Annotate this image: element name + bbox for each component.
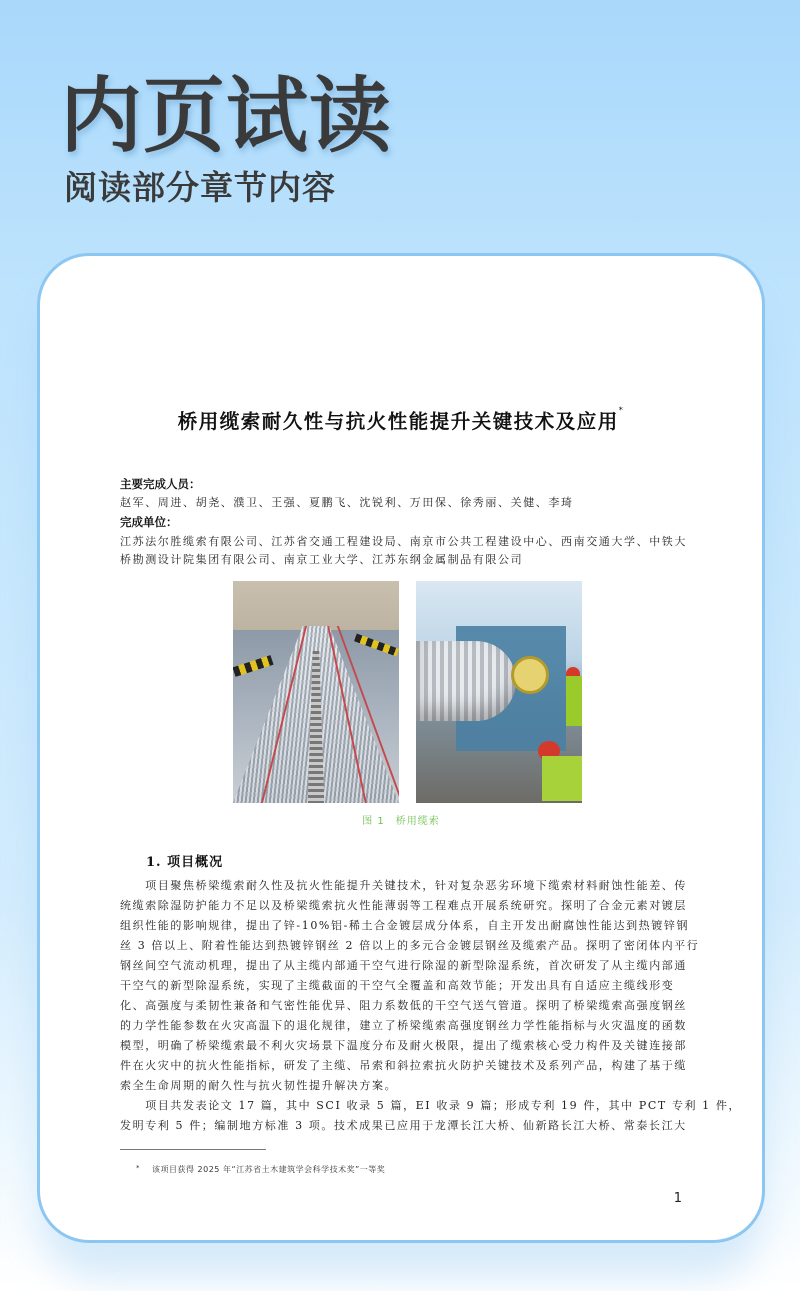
body-line: 索全生命周期的耐久性与抗火韧性提升解决方案。 bbox=[120, 1079, 398, 1092]
document-title-text: 桥用缆索耐久性与抗火性能提升关键技术及应用 bbox=[177, 410, 619, 433]
footnote bbox=[136, 1164, 385, 1175]
wrapped-cable-graphic bbox=[416, 641, 516, 721]
worker-graphic bbox=[566, 676, 582, 726]
figure-photo-cables bbox=[233, 581, 399, 803]
body-line: 项目聚焦桥梁缆索耐久性及抗火性能提升关键技术，针对复杂恶劣环境下缆索材料耐蚀性能差、传 bbox=[120, 879, 687, 892]
body-line: 干空气的新型除湿系统，实现了主缆截面的干空气全覆盖和高效节能；开发出具有自适应主缆线形变 bbox=[120, 979, 675, 992]
hazard-barrier-graphic bbox=[233, 655, 274, 677]
hero-title: 内页试读 bbox=[60, 69, 393, 164]
footnote-mark: * bbox=[136, 1164, 140, 1172]
body-line: 统缆索除湿防护能力不足以及桥梁缆索抗火性能薄弱等工程难点开展系统研究。探明了合金元素对镀层 bbox=[120, 899, 687, 912]
body-line: 化、高强度与柔韧性兼备和气密性能优异、阻力系数低的干空气送气管道。探明了桥梁缆索高强度钢丝 bbox=[120, 999, 687, 1012]
body-line: 项目共发表论文 17 篇，其中 SCI 收录 5 篇，EI 收录 9 篇；形成专利 19 件，其中 PCT 专利 1 件， bbox=[120, 1099, 742, 1112]
footnote-divider bbox=[120, 1149, 266, 1150]
body-line: 钢丝间空气流动机理，提出了从主缆内部通干空气进行除湿的新型除湿系统，首次研发了从主缆内部通 bbox=[120, 959, 687, 972]
figure-caption: 图 1 桥用缆索 bbox=[362, 816, 440, 827]
reel-wheel-graphic bbox=[511, 656, 549, 694]
personnel-label: 主要完成人员： bbox=[120, 477, 201, 491]
units-label: 完成单位： bbox=[120, 515, 178, 529]
body-line: 丝 3 倍以上、附着性能达到热镀锌钢丝 2 倍以上的多元合金镀层钢丝及缆索产品。探明了密闭体内平行 bbox=[120, 939, 700, 952]
personnel-list: 赵军、周进、胡尧、濮卫、王强、夏鹏飞、沈锐利、万田保、徐秀丽、关健、李琦 bbox=[120, 496, 574, 509]
body-line: 件在火灾中的抗火性能指标，研发了主缆、吊索和斜拉索抗火防护关键技术及系列产品，构建了基于缆 bbox=[120, 1059, 687, 1072]
body-line: 组织性能的影响规律，提出了锌-10%铝-稀土合金镀层成分体系，自主开发出耐腐蚀性能达到热镀锌钢 bbox=[120, 919, 690, 932]
page-number: 1 bbox=[673, 1191, 682, 1206]
body-line: 模型，明确了桥梁缆索最不利火灾场景下温度分布及耐火极限，提出了缆索核心受力构件及关键连接部 bbox=[120, 1039, 687, 1052]
document-page-card bbox=[37, 253, 765, 1243]
section-heading: 1. 项目概况 bbox=[146, 855, 224, 870]
hero-subtitle: 阅读部分章节内容 bbox=[64, 168, 336, 207]
footnote-text: 该项目获得 2025 年“江苏省土木建筑学会科学技术奖”一等奖 bbox=[152, 1165, 386, 1174]
units-line: 桥勘测设计院集团有限公司、南京工业大学、江苏东纲金属制品有限公司 bbox=[120, 553, 524, 566]
worker-graphic bbox=[542, 756, 582, 801]
body-line: 发明专利 5 件；编制地方标准 3 项。技术成果已应用于龙潭长江大桥、仙新路长江大桥、常泰长江大 bbox=[120, 1119, 687, 1132]
body-line: 的力学性能参数在火灾高温下的退化规律，建立了桥梁缆索高强度钢丝力学性能指标与火灾温度的函数 bbox=[120, 1019, 687, 1032]
title-footnote-mark: * bbox=[618, 406, 625, 415]
figure-photo-wrapping-machine bbox=[416, 581, 582, 803]
hazard-barrier-graphic bbox=[354, 634, 399, 657]
document-title bbox=[40, 406, 762, 434]
units-line: 江苏法尔胜缆索有限公司、江苏省交通工程建设局、南京市公共工程建设中心、西南交通大学、中铁大 bbox=[120, 535, 687, 548]
